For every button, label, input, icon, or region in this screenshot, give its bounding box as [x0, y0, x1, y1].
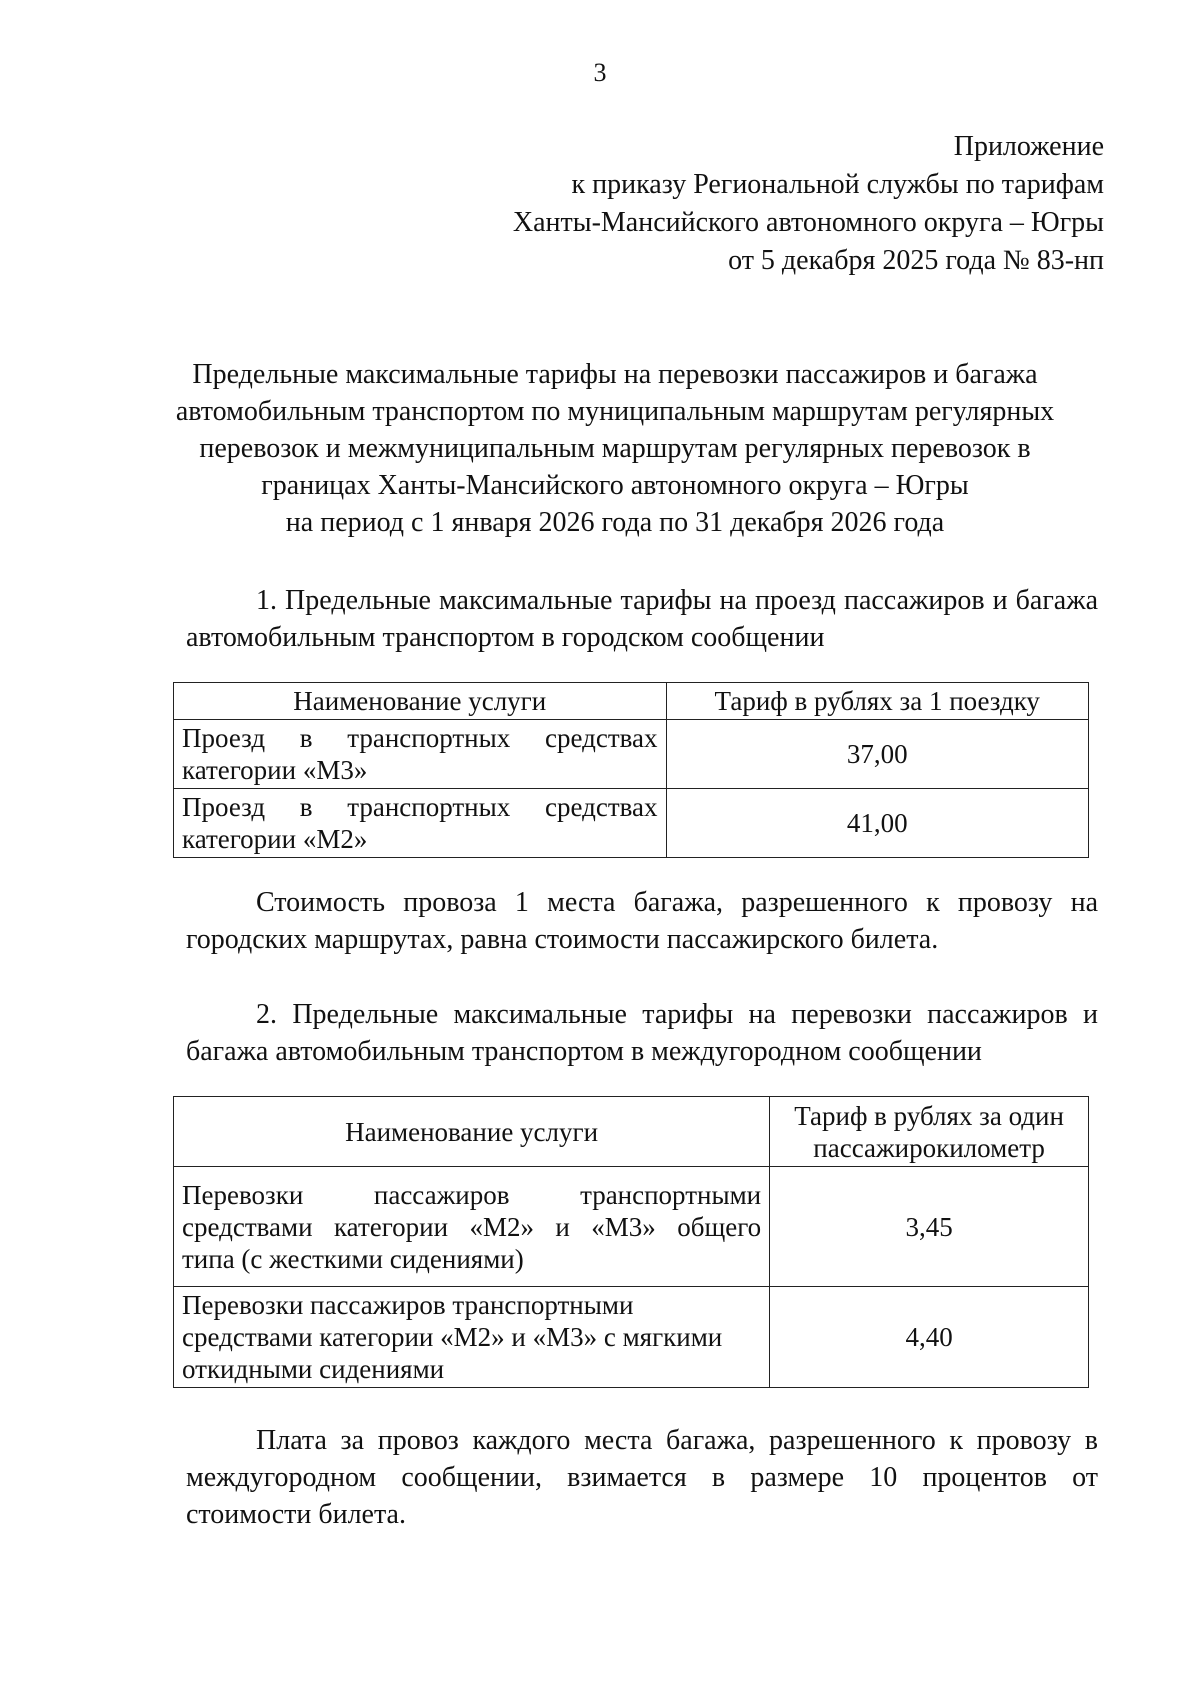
note-line: Стоимость провоза 1 места багажа, разрешенного к провозу на — [256, 887, 1098, 918]
intercity-baggage-note — [186, 1422, 1098, 1533]
table-row — [174, 789, 1089, 858]
title-line: границах Ханты-Мансийского автономного округа – Югры — [261, 470, 969, 501]
service-text: Проезд в транспортных средствах — [182, 723, 658, 753]
appendix-date-number: от 5 декабря 2025 года № 83-нп — [728, 245, 1104, 276]
service-text: категории «М3» — [182, 755, 368, 785]
column-header-tariff — [770, 1097, 1089, 1167]
tariff-header-line: Тариф в рублях за один — [794, 1100, 1064, 1131]
appendix-region: Ханты-Мансийского автономного округа – Югры — [512, 207, 1104, 238]
table-row — [174, 1287, 1089, 1388]
tariff-header-line: пассажирокилометр — [813, 1132, 1045, 1163]
section1-heading — [186, 582, 1098, 656]
column-header-service: Наименование услуги — [174, 1097, 770, 1167]
tariff-cell: 3,45 — [770, 1167, 1089, 1287]
service-text: средствами категории «М2» и «М3» с мягкими — [182, 1322, 723, 1352]
title-line: автомобильным транспортом по муниципальным маршрутам регулярных — [175, 396, 1055, 427]
intercity-tariff-table — [173, 1096, 1089, 1388]
tariff-cell: 37,00 — [666, 720, 1089, 789]
service-text: средствами категории «М2» и «М3» общего — [182, 1211, 762, 1242]
urban-baggage-note — [186, 884, 1098, 958]
appendix-header — [344, 128, 1104, 280]
column-header-service: Наименование услуги — [174, 683, 667, 720]
tariff-cell: 4,40 — [770, 1287, 1089, 1388]
service-text: Проезд в транспортных средствах — [182, 792, 658, 822]
service-cell — [174, 789, 667, 858]
table-row — [174, 1167, 1089, 1287]
appendix-order-ref: к приказу Региональной службы по тарифам — [571, 169, 1104, 200]
title-line: Предельные максимальные тарифы на перевозки пассажиров и багажа — [192, 359, 1038, 390]
appendix-label: Приложение — [953, 131, 1104, 162]
note-line: городских маршрутах, равна стоимости пассажирского билета. — [186, 924, 939, 955]
table-header-row — [174, 683, 1089, 720]
service-text: откидными сидениями — [182, 1354, 445, 1384]
column-header-tariff: Тариф в рублях за 1 поездку — [666, 683, 1089, 720]
section2-heading — [186, 996, 1098, 1070]
service-cell — [174, 1287, 770, 1388]
service-cell — [174, 1167, 770, 1287]
note-line: Плата за провоз каждого места багажа, разрешенного к провозу в — [256, 1425, 1098, 1456]
section2-heading-line: багажа автомобильным транспортом в междугородном сообщении — [186, 1036, 982, 1067]
service-text: типа (с жесткими сидениями) — [182, 1243, 524, 1274]
note-line: стоимости билета. — [186, 1499, 406, 1530]
document-title — [150, 356, 1080, 541]
title-line: перевозок и межмуниципальным маршрутам регулярных перевозок в — [199, 433, 1031, 464]
table-row — [174, 720, 1089, 789]
service-text: Перевозки пассажиров транспортными — [182, 1290, 634, 1320]
section1-heading-line: автомобильным транспортом в городском сообщении — [186, 622, 825, 653]
urban-tariff-table — [173, 682, 1089, 858]
section2-heading-line: 2. Предельные максимальные тарифы на перевозки пассажиров и — [256, 999, 1098, 1030]
tariff-cell: 41,00 — [666, 789, 1089, 858]
service-cell — [174, 720, 667, 789]
service-text: категории «М2» — [182, 824, 368, 854]
page-number: 3 — [593, 58, 607, 87]
title-line: на период с 1 января 2026 года по 31 декабря 2026 года — [285, 507, 945, 538]
service-text: Перевозки пассажиров транспортными — [182, 1179, 762, 1210]
note-line: междугородном сообщении, взимается в размере 10 процентов от — [186, 1462, 1098, 1493]
table-header-row — [174, 1097, 1089, 1167]
section1-heading-line: 1. Предельные максимальные тарифы на проезд пассажиров и багажа — [256, 585, 1098, 616]
